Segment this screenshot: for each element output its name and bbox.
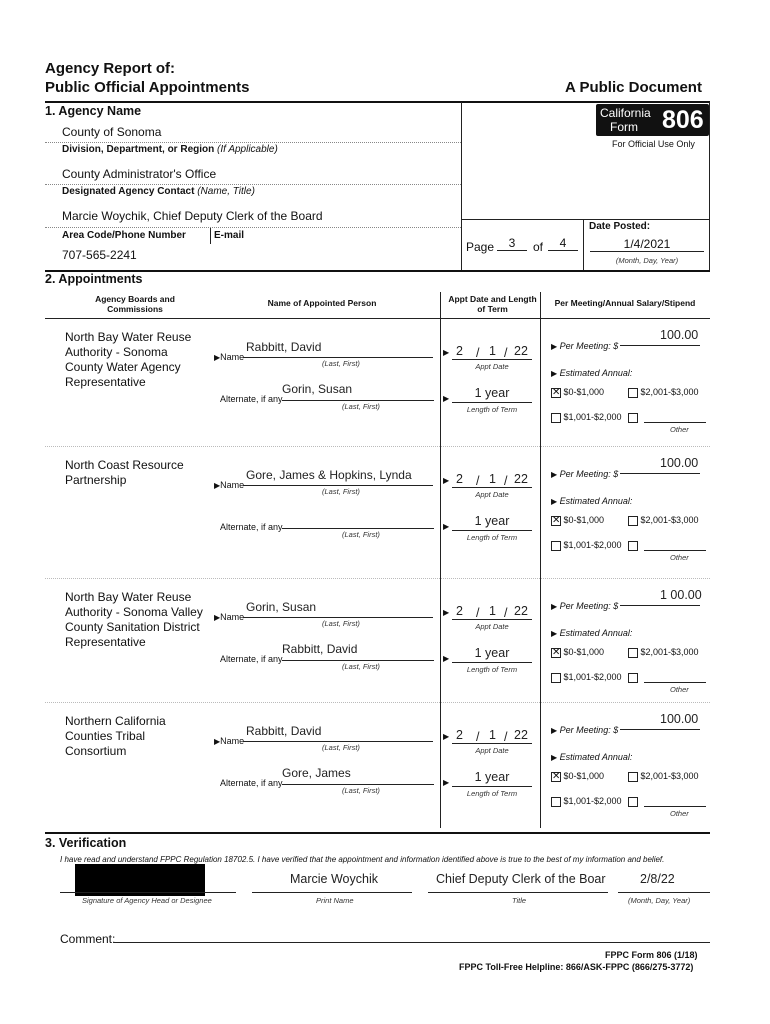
term-value: 1 year <box>474 646 510 660</box>
appt-date-hint: Appt Date <box>475 746 509 755</box>
option-1001-2000[interactable]: $1,001-$2,000 <box>551 412 622 423</box>
appt-month: 2 <box>456 728 463 742</box>
contact-value: Marcie Woychik, Chief Deputy Clerk of the Board <box>62 209 323 223</box>
section2-heading: 2. Appointments <box>45 272 143 286</box>
of-label: of <box>533 240 544 254</box>
email-label: E-mail <box>214 230 245 241</box>
last-first-hint: (Last, First) <box>322 619 360 628</box>
slash-icon: / <box>504 730 508 744</box>
per-meeting-label: ▶ Per Meeting: $ <box>551 341 619 351</box>
comment-label: Comment: <box>60 932 116 946</box>
official-use-label: For Official Use Only <box>612 139 695 149</box>
date-posted-hint: (Month, Day, Year) <box>615 256 679 265</box>
term-arrow-icon: ▶ <box>443 654 450 663</box>
agency-name-value: County of Sonoma <box>62 125 162 139</box>
form-word: Form <box>610 120 638 134</box>
last-first-hint: (Last, First) <box>322 743 360 752</box>
form-id: FPPC Form 806 (1/18) <box>605 950 698 960</box>
slash-icon: / <box>504 346 508 360</box>
term-value: 1 year <box>474 386 510 400</box>
board-line: Representative <box>65 635 146 649</box>
slash-icon: / <box>476 606 480 620</box>
last-first-hint: (Last, First) <box>342 402 380 411</box>
appt-year: 22 <box>514 344 528 358</box>
term-hint: Length of Term <box>466 665 518 674</box>
other-hint: Other <box>670 685 689 694</box>
appt-day: 1 <box>489 604 496 618</box>
option-other[interactable] <box>628 672 638 683</box>
option-2001-3000[interactable]: $2,001-$3,000 <box>628 387 699 398</box>
alternate-label: Alternate, if any <box>220 778 283 788</box>
appt-month: 2 <box>456 344 463 358</box>
estimated-annual-label: ▶ Estimated Annual: <box>551 628 633 638</box>
date-arrow-icon: ▶ <box>443 348 450 357</box>
term-hint: Length of Term <box>466 789 518 798</box>
print-name-label: Print Name <box>316 896 354 905</box>
slash-icon: / <box>476 346 480 360</box>
title-line-2: Public Official Appointments <box>45 79 250 96</box>
option-other[interactable] <box>628 412 638 423</box>
last-first-hint: (Last, First) <box>342 662 380 671</box>
public-document-label: A Public Document <box>565 79 702 96</box>
option-other[interactable] <box>628 540 638 551</box>
appt-year: 22 <box>514 604 528 618</box>
appointee-name: Rabbitt, David <box>246 340 322 354</box>
board-line: Representative <box>65 375 146 389</box>
helpline: FPPC Toll-Free Helpline: 866/ASK-FPPC (866/275-3772) <box>459 962 694 972</box>
form-806-badge <box>596 104 709 136</box>
col-boards-header: Agency Boards and Commissions <box>95 294 175 314</box>
section3-heading: 3. Verification <box>45 836 127 850</box>
contact-label: Designated Agency Contact (Name, Title) <box>62 186 255 197</box>
alternate-name: Gore, James <box>282 766 351 780</box>
term-arrow-icon: ▶ <box>443 394 450 403</box>
board-line: North Bay Water Reuse <box>65 590 192 604</box>
date-posted-value: 1/4/2021 <box>590 237 704 252</box>
appt-day: 1 <box>489 728 496 742</box>
name-label: ▶Name <box>214 612 245 622</box>
page-total: 4 <box>548 236 578 251</box>
board-line: County Sanitation District <box>65 620 200 634</box>
slash-icon: / <box>476 474 480 488</box>
option-0-1000[interactable]: ✕ $0-$1,000 <box>552 514 605 526</box>
date-label: (Month, Day, Year) <box>628 896 691 905</box>
option-0-1000[interactable]: ✕ $0-$1,000 <box>552 646 605 658</box>
option-2001-3000[interactable]: $2,001-$3,000 <box>628 515 699 526</box>
appt-month: 2 <box>456 472 463 486</box>
appt-date-hint: Appt Date <box>475 622 509 631</box>
other-hint: Other <box>670 553 689 562</box>
board-line: Counties Tribal <box>65 729 146 743</box>
date-arrow-icon: ▶ <box>443 732 450 741</box>
term-arrow-icon: ▶ <box>443 778 450 787</box>
slash-icon: / <box>476 730 480 744</box>
option-0-1000[interactable]: ✕ $0-$1,000 <box>552 770 605 782</box>
board-line: Authority - Sonoma <box>65 345 168 359</box>
term-arrow-icon: ▶ <box>443 522 450 531</box>
division-label: Division, Department, or Region (If Applicable) <box>62 144 278 155</box>
appt-year: 22 <box>514 472 528 486</box>
last-first-hint: (Last, First) <box>322 359 360 368</box>
other-hint: Other <box>670 809 689 818</box>
phone-value: 707-565-2241 <box>62 248 137 262</box>
last-first-hint: (Last, First) <box>342 530 380 539</box>
term-value: 1 year <box>474 770 510 784</box>
alternate-label: Alternate, if any <box>220 654 283 664</box>
print-name-value: Marcie Woychik <box>290 872 378 886</box>
title-label: Title <box>512 896 527 905</box>
estimated-annual-label: ▶ Estimated Annual: <box>551 496 633 506</box>
option-other[interactable] <box>628 796 638 807</box>
term-value: 1 year <box>474 514 510 528</box>
board-line: Consortium <box>65 744 127 758</box>
col-salary-header: Per Meeting/Annual Salary/Stipend <box>554 298 696 308</box>
appt-date-hint: Appt Date <box>475 490 509 499</box>
slash-icon: / <box>504 474 508 488</box>
verification-date-value: 2/8/22 <box>640 872 675 886</box>
alternate-name: Rabbitt, David <box>282 642 358 656</box>
appointee-name: Rabbitt, David <box>246 724 322 738</box>
option-1001-2000[interactable]: $1,001-$2,000 <box>551 672 622 683</box>
appt-year: 22 <box>514 728 528 742</box>
title-line-1: Agency Report of: <box>45 60 176 77</box>
board-line: County Water Agency <box>65 360 181 374</box>
alternate-name: Gorin, Susan <box>282 382 353 396</box>
option-0-1000[interactable]: ✕ $0-$1,000 <box>552 386 605 398</box>
page-number: 3 <box>497 236 527 251</box>
per-meeting-value: 100.00 <box>660 456 699 470</box>
per-meeting-value: 100.00 <box>660 712 699 726</box>
phone-label: Area Code/Phone Number <box>62 230 186 241</box>
name-label: ▶Name <box>214 480 245 490</box>
slash-icon: / <box>504 606 508 620</box>
date-arrow-icon: ▶ <box>443 476 450 485</box>
date-posted-label: Date Posted: <box>589 221 651 232</box>
per-meeting-value: 100.00 <box>660 328 699 342</box>
term-hint: Length of Term <box>466 405 518 414</box>
option-2001-3000[interactable]: $2,001-$3,000 <box>628 771 699 782</box>
signature-label: Signature of Agency Head or Designee <box>82 896 212 905</box>
estimated-annual-label: ▶ Estimated Annual: <box>551 368 633 378</box>
per-meeting-value: 1 00.00 <box>660 588 702 602</box>
col-date-header: Appt Date and Length of Term <box>448 294 537 314</box>
section1-heading: 1. Agency Name <box>45 104 142 118</box>
form-state: California <box>600 106 651 120</box>
form-number: 806 <box>662 106 704 134</box>
name-label: ▶Name <box>214 736 245 746</box>
board-line: Authority - Sonoma Valley <box>65 605 203 619</box>
option-1001-2000[interactable]: $1,001-$2,000 <box>551 796 622 807</box>
col-name-header: Name of Appointed Person <box>267 298 377 308</box>
alternate-label: Alternate, if any <box>220 394 283 404</box>
appt-day: 1 <box>489 472 496 486</box>
option-1001-2000[interactable]: $1,001-$2,000 <box>551 540 622 551</box>
division-value: County Administrator's Office <box>62 167 217 181</box>
alternate-label: Alternate, if any <box>220 522 283 532</box>
appt-day: 1 <box>489 344 496 358</box>
appointee-name: Gore, James & Hopkins, Lynda <box>246 468 412 482</box>
page-label: Page <box>466 240 495 254</box>
board-line: Northern California <box>65 714 166 728</box>
appt-month: 2 <box>456 604 463 618</box>
name-label: ▶Name <box>214 352 245 362</box>
board-line: North Bay Water Reuse <box>65 330 192 344</box>
option-2001-3000[interactable]: $2,001-$3,000 <box>628 647 699 658</box>
per-meeting-label: ▶ Per Meeting: $ <box>551 601 619 611</box>
other-hint: Other <box>670 425 689 434</box>
last-first-hint: (Last, First) <box>322 487 360 496</box>
title-value: Chief Deputy Clerk of the Boar <box>436 872 606 886</box>
board-line: Partnership <box>65 473 127 487</box>
date-arrow-icon: ▶ <box>443 608 450 617</box>
per-meeting-label: ▶ Per Meeting: $ <box>551 469 619 479</box>
estimated-annual-label: ▶ Estimated Annual: <box>551 752 633 762</box>
verification-statement: I have read and understand FPPC Regulation 18702.5. I have verified that the appointment and information identified above is true to the best of my information and belief. <box>60 855 665 864</box>
last-first-hint: (Last, First) <box>342 786 380 795</box>
appointee-name: Gorin, Susan <box>246 600 317 614</box>
per-meeting-label: ▶ Per Meeting: $ <box>551 725 619 735</box>
board-line: North Coast Resource <box>65 458 184 472</box>
appt-date-hint: Appt Date <box>475 362 509 371</box>
term-hint: Length of Term <box>466 533 518 542</box>
